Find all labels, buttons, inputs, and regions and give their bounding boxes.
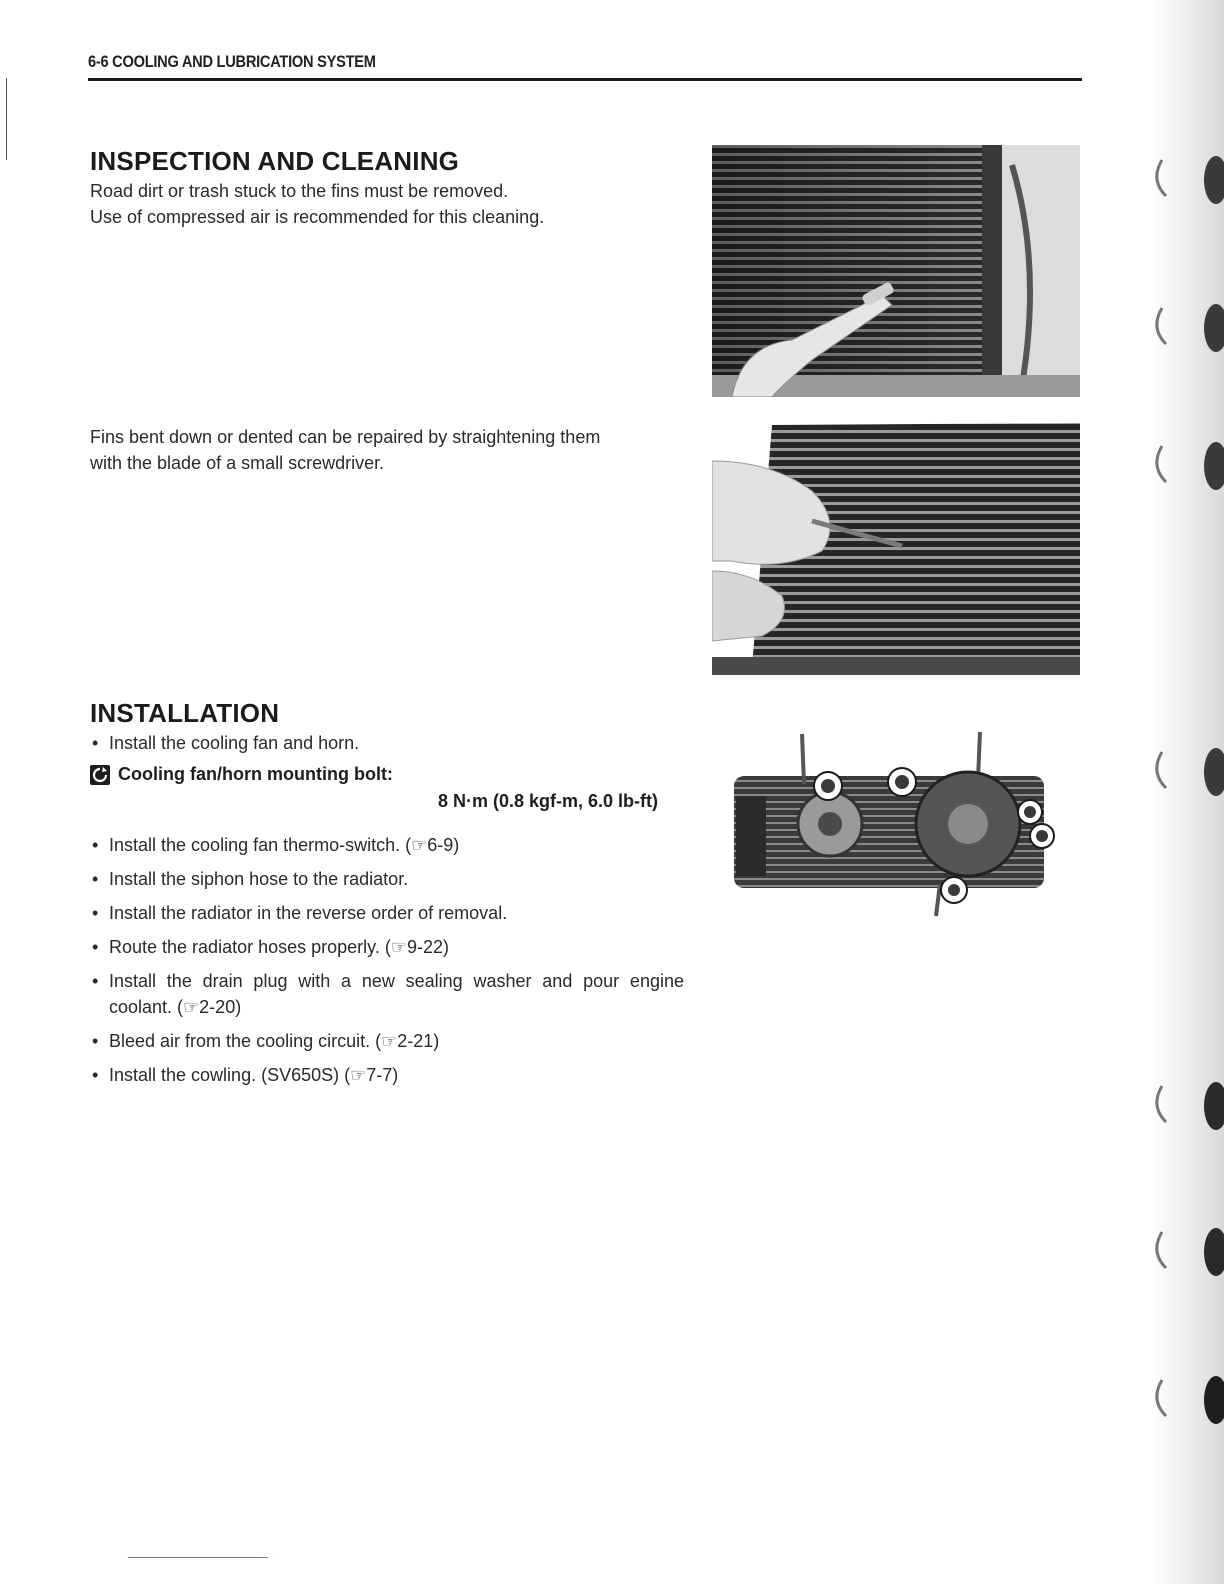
binder-hole-icon <box>1150 1076 1224 1136</box>
inspection-paragraph-1 <box>90 178 690 230</box>
text-line: Use of compressed air is recommended for this cleaning. <box>90 207 545 227</box>
list-item: • Bleed air from the cooling circuit. (☞2-21) <box>92 1028 684 1054</box>
page-header-title: 6-6 COOLING AND LUBRICATION SYSTEM <box>88 52 376 71</box>
text-line: with the blade of a small screwdriver. <box>90 453 385 473</box>
list-item: • Install the radiator in the reverse order of removal. <box>92 900 684 926</box>
installation-first-bullet <box>92 730 684 756</box>
photo-air-cleaning <box>712 145 1080 397</box>
installation-title: INSTALLATION <box>90 698 280 728</box>
torque-value: 8 N·m (0.8 kgf-m, 6.0 lb-ft) <box>437 791 658 811</box>
header-rule <box>88 78 1082 81</box>
list-item: • Install the cooling fan thermo-switch. (☞6-9) <box>92 832 684 858</box>
binder-tab-strip <box>1150 0 1224 1584</box>
list-item: • Install the cooling fan and horn. <box>92 730 684 756</box>
list-item: • Install the drain plug with a new sealing washer and pour engine coolant. (☞2-20) <box>92 968 684 1020</box>
torque-label: Cooling fan/horn mounting bolt: <box>118 764 393 784</box>
binder-hole-icon <box>1150 1222 1224 1282</box>
torque-spec-label-row <box>90 764 658 785</box>
photo-fin-straightening <box>712 421 1080 675</box>
binder-hole-icon <box>1150 150 1224 210</box>
inspection-paragraph-2 <box>90 424 690 476</box>
inspection-title: INSPECTION AND CLEANING <box>90 146 460 176</box>
scan-mark <box>6 78 7 160</box>
installation-steps <box>92 832 684 1088</box>
binder-hole-icon <box>1150 436 1224 496</box>
binder-hole-icon <box>1150 742 1224 802</box>
photo-radiator-assembly <box>730 724 1078 924</box>
list-item: • Route the radiator hoses properly. (☞9-22) <box>92 934 684 960</box>
list-item: • Install the cowling. (SV650S) (☞7-7) <box>92 1062 684 1088</box>
text-line: Fins bent down or dented can be repaired by straightening them <box>90 427 601 447</box>
torque-wrench-icon <box>90 765 110 785</box>
bottom-rule <box>128 1557 268 1558</box>
binder-hole-icon <box>1150 1370 1224 1430</box>
list-item: • Install the siphon hose to the radiator. <box>92 866 684 892</box>
text-line: Road dirt or trash stuck to the fins must be removed. <box>90 181 509 201</box>
torque-spec <box>90 764 658 812</box>
page-header <box>88 52 1082 72</box>
binder-hole-icon <box>1150 298 1224 358</box>
